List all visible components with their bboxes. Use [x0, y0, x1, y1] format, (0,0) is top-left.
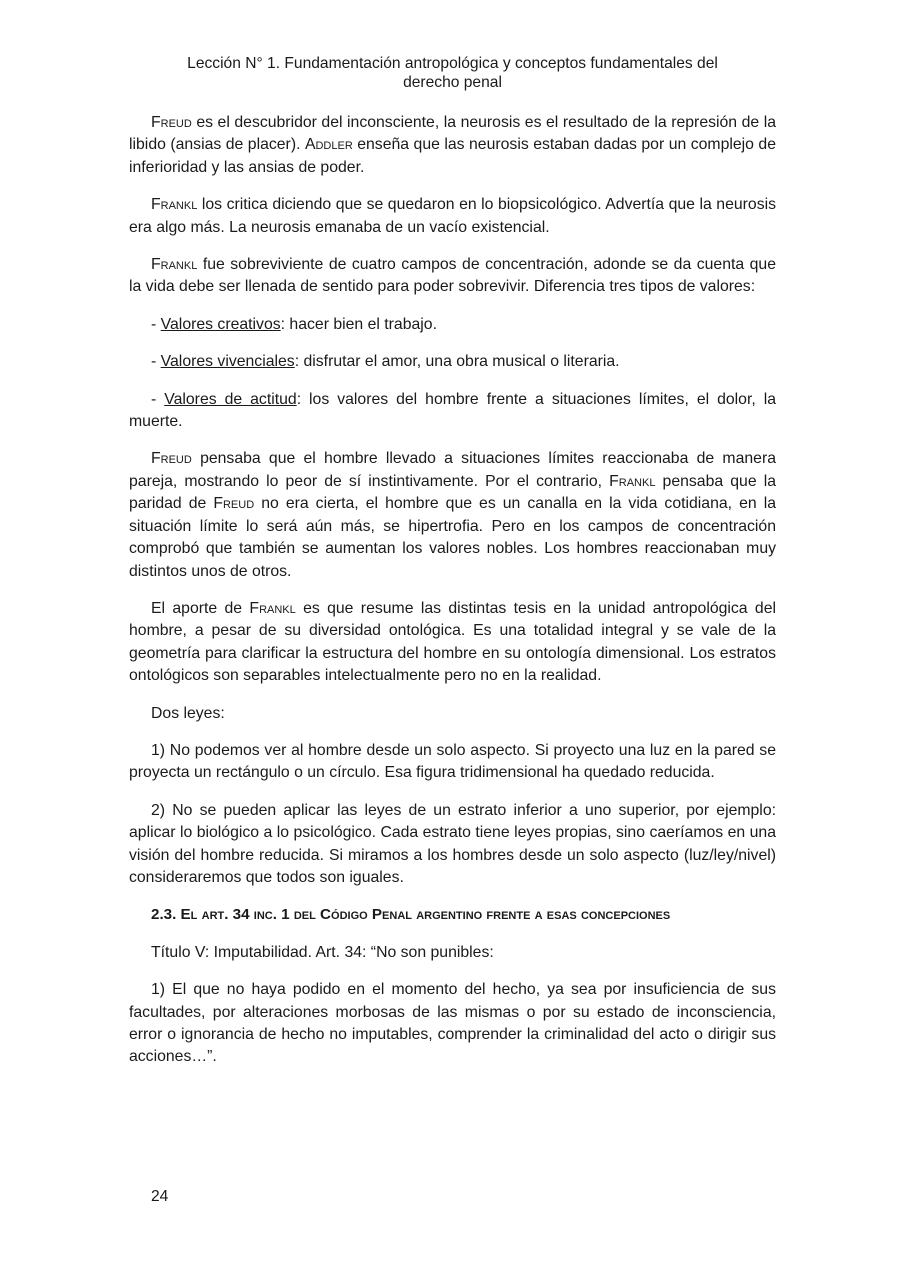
list-dash: - — [151, 315, 161, 333]
paragraph-dos-leyes: Dos leyes: — [151, 704, 225, 722]
name-addler: Addler — [304, 136, 353, 154]
paragraph-text: pensaba que la paridad de — [129, 472, 776, 513]
term-valores-creativos: Valores creativos — [160, 315, 281, 333]
header-line-1: Lección N° 1. Fundamentación antropológica y conceptos fundamentales del — [187, 55, 718, 72]
paragraph-text: pensaba que el hombre llevado a situaciones límites reaccionaba de manera pareja, mostrando lo peor de sí instintivamente. Por el contrario, — [129, 450, 776, 490]
name-frankl: Frankl — [151, 196, 198, 214]
paragraph-frankl-critica — [129, 194, 776, 239]
list-item-text: : disfrutar el amor, una obra musical o literaria. — [294, 353, 620, 371]
paragraph-freud-frankl-comparacion — [129, 448, 776, 582]
paragraph-text: es el descubridor del inconsciente, la neurosis es el resultado de la represión de la libido (ansias de placer). — [129, 114, 776, 154]
paragraph-freud-addler — [129, 112, 776, 179]
paragraph-text: fue sobreviviente de cuatro campos de concentración, adonde se da cuenta que la vida debe ser llenada de sentido para poder sobrevivir. Diferencia tres tipos de valores: — [129, 256, 776, 296]
section-heading: 2.3. El art. 34 inc. 1 del Código Penal argentino frente a esas concepciones — [151, 906, 671, 924]
list-item-text: : los valores del hombre frente a situaciones límites, el dolor, la muerte. — [129, 390, 776, 431]
name-frankl: Frankl — [609, 472, 656, 490]
term-valores-actitud: Valores de actitud — [164, 390, 297, 408]
term-valores-vivenciales: Valores vivenciales — [160, 353, 295, 371]
paragraph-text: enseña que las neurosis estaban dadas por un complejo de inferioridad y las ansias de poder. — [129, 136, 777, 176]
paragraph-text: no era cierta, el hombre que es un canalla en la vida cotidiana, en la situación límite lo será aún más, se hipertrofia. Pero en los campos de concentración comprobó que también se aumentan los valores nobles. Los hombres reaccionaban muy distintos unos de otros. — [129, 495, 776, 580]
running-header — [129, 54, 776, 92]
paragraph-ley-2: 2) No se pueden aplicar las leyes de un estrato inferior a uno superior, por ejemplo: aplicar lo biológico a lo psicológico. Cada estrato tiene leyes propias, sino caeríamos en una visión del hombre reducida. Si miramos a los hombres desde un solo aspecto (luz/ley/nivel) consideraremos que todos son iguales. — [129, 801, 776, 886]
list-item-valores-actitud — [129, 389, 776, 434]
list-item-text: : hacer bien el trabajo. — [280, 315, 437, 333]
paragraph-text: es que resume las distintas tesis en la unidad antropológica del hombre, a pesar de su diversidad ontológica. Es una totalidad integral y se vale de la geometría para clarificar la estructura del hombre en su ontología dimensional. Los estratos ontológicos son separables intelectualmente pero no en la realidad. — [129, 599, 777, 685]
name-freud: Freud — [213, 495, 255, 513]
paragraph-aporte-frankl — [129, 598, 776, 688]
header-line-2: derecho penal — [403, 74, 502, 91]
list-item-valores-creativos — [129, 314, 776, 336]
name-frankl: Frankl — [249, 599, 296, 617]
paragraph-text: El aporte de — [151, 599, 250, 617]
paragraph-art-34-inciso-1: 1) El que no haya podido en el momento del hecho, ya sea por insuficiencia de sus facultades, por alteraciones morbosas de las mismas o por su estado de inconsciencia, error o ignorancia de hecho no imputables, comprender la criminalidad del acto o dirigir sus acciones…”. — [129, 981, 776, 1066]
name-freud: Freud — [151, 450, 192, 468]
name-frankl: Frankl — [151, 256, 198, 274]
paragraph-titulo-v: Título V: Imputabilidad. Art. 34: “No son punibles: — [151, 943, 494, 961]
paragraph-ley-1: 1) No podemos ver al hombre desde un solo aspecto. Si proyecto una luz en la pared se proyecta un rectángulo o un círculo. Esa figura tridimensional ha quedado reducida. — [129, 741, 776, 782]
page-number: 24 — [151, 1188, 169, 1205]
name-freud: Freud — [151, 114, 192, 131]
paragraph-text: los critica diciendo que se quedaron en lo biopsicológico. Advertía que la neurosis era algo más. La neurosis emanaba de un vacío existencial. — [129, 196, 776, 236]
list-item-valores-vivenciales — [129, 351, 776, 373]
paragraph-frankl-campos — [129, 254, 776, 299]
document-body — [129, 112, 776, 1084]
list-dash: - — [151, 353, 161, 371]
list-dash: - — [151, 390, 165, 408]
